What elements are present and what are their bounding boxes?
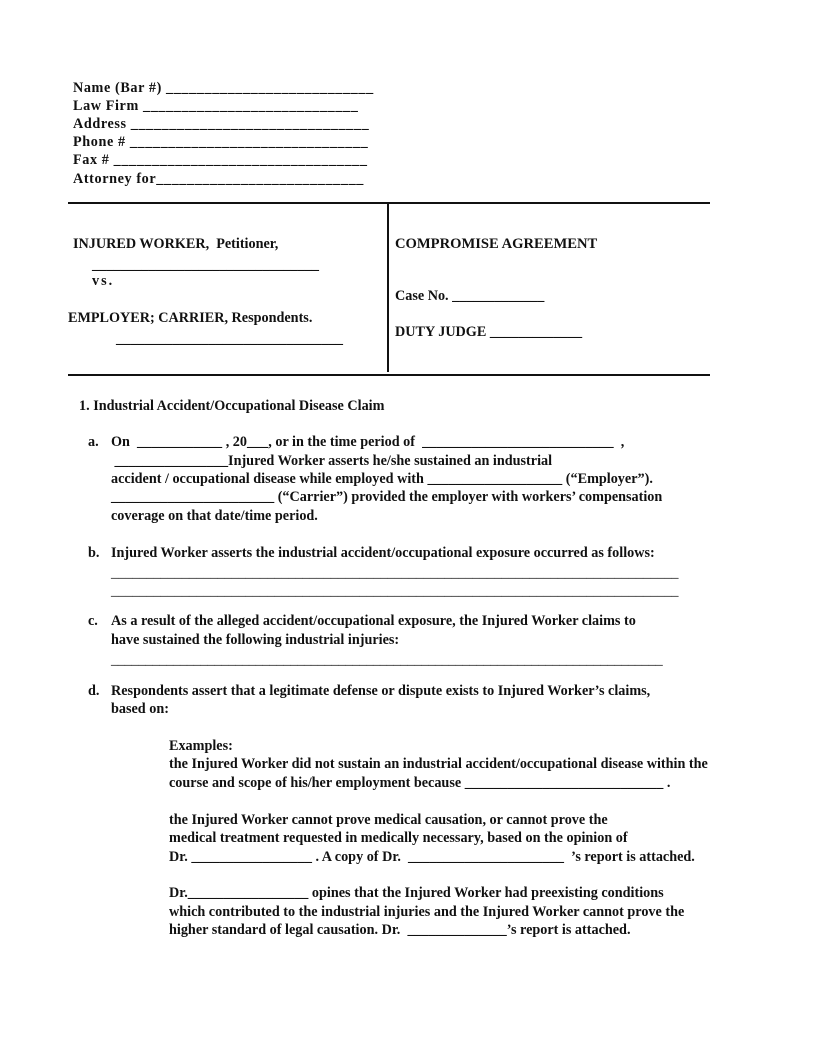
item-c-line-1: As a result of the alleged accident/occupational exposure, the Injured Worker claims to [111,613,636,629]
examples-label: Examples: [169,738,233,754]
attorney-for-line: Attorney for___________________________ [73,171,364,187]
address-line: Address _______________________________ [73,116,370,132]
respondents-blank: ________________________________ [116,331,343,347]
item-d-line-2: based on: [111,701,169,717]
item-b-blank-1: ________________________________________________________________________________ [111,565,679,581]
item-b-label: b. [88,545,100,561]
phone-line: Phone # _______________________________ [73,134,369,150]
item-b-blank-2: ________________________________________________________________________________ [111,583,679,599]
case-number-line: Case No. _____________ [395,288,545,304]
item-a-label: a. [88,434,99,450]
fax-line: Fax # _________________________________ [73,152,368,168]
item-d-line-1: Respondents assert that a legitimate defense or dispute exists to Injured Worker’s claims, [111,683,651,699]
respondents-label: EMPLOYER; CARRIER, Respondents. [68,310,313,326]
example-3-line-1: Dr._________________ opines that the Injured Worker had preexisting conditions [169,885,664,901]
law-firm-line: Law Firm ____________________________ [73,98,359,114]
caption-bottom-rule [68,374,710,376]
item-a-line-5: coverage on that date/time period. [111,508,318,524]
petitioner-blank: ________________________________ [92,257,319,273]
caption-top-rule [68,202,710,204]
attorney-name-line: Name (Bar #) ___________________________ [73,80,374,96]
example-3-line-3: higher standard of legal causation. Dr. ______________’s report is attached. [169,922,631,938]
example-2-line-3: Dr. _________________ . A copy of Dr. ______________________ ’s report is attached. [169,849,695,865]
item-a-line-3: accident / occupational disease while employed with ___________________ (“Employer”). [111,471,653,487]
duty-judge-line: DUTY JUDGE _____________ [395,324,583,340]
item-c-blank: ________________________________________________________________________________ [111,652,663,668]
example-2-line-2: medical treatment requested in medically necessary, based on the opinion of [169,830,628,846]
item-a-line-2: ________________Injured Worker asserts he/she sustained an industrial [111,453,553,469]
caption-divider [387,204,389,372]
section-1-heading: 1. Industrial Accident/Occupational Disease Claim [79,398,385,414]
document-title: COMPROMISE AGREEMENT [395,236,598,252]
versus-label: vs. [92,273,115,289]
example-1-line-2: course and scope of his/her employment because ____________________________ . [169,775,671,791]
petitioner-label: INJURED WORKER, Petitioner, [73,236,279,252]
item-c-line-2: have sustained the following industrial injuries: [111,632,400,648]
example-2-line-1: the Injured Worker cannot prove medical causation, or cannot prove the [169,812,608,828]
item-a-line-4: _______________________ (“Carrier”) provided the employer with workers’ compensation [111,489,663,505]
item-b-text: Injured Worker asserts the industrial accident/occupational exposure occurred as follows: [111,545,655,561]
item-a-line-1: On ____________ , 20___, or in the time period of ___________________________ , [111,434,625,450]
example-1-line-1: the Injured Worker did not sustain an industrial accident/occupational disease within the [169,756,708,772]
item-d-label: d. [88,683,100,699]
example-3-line-2: which contributed to the industrial injuries and the Injured Worker cannot prove the [169,904,685,920]
item-c-label: c. [88,613,98,629]
